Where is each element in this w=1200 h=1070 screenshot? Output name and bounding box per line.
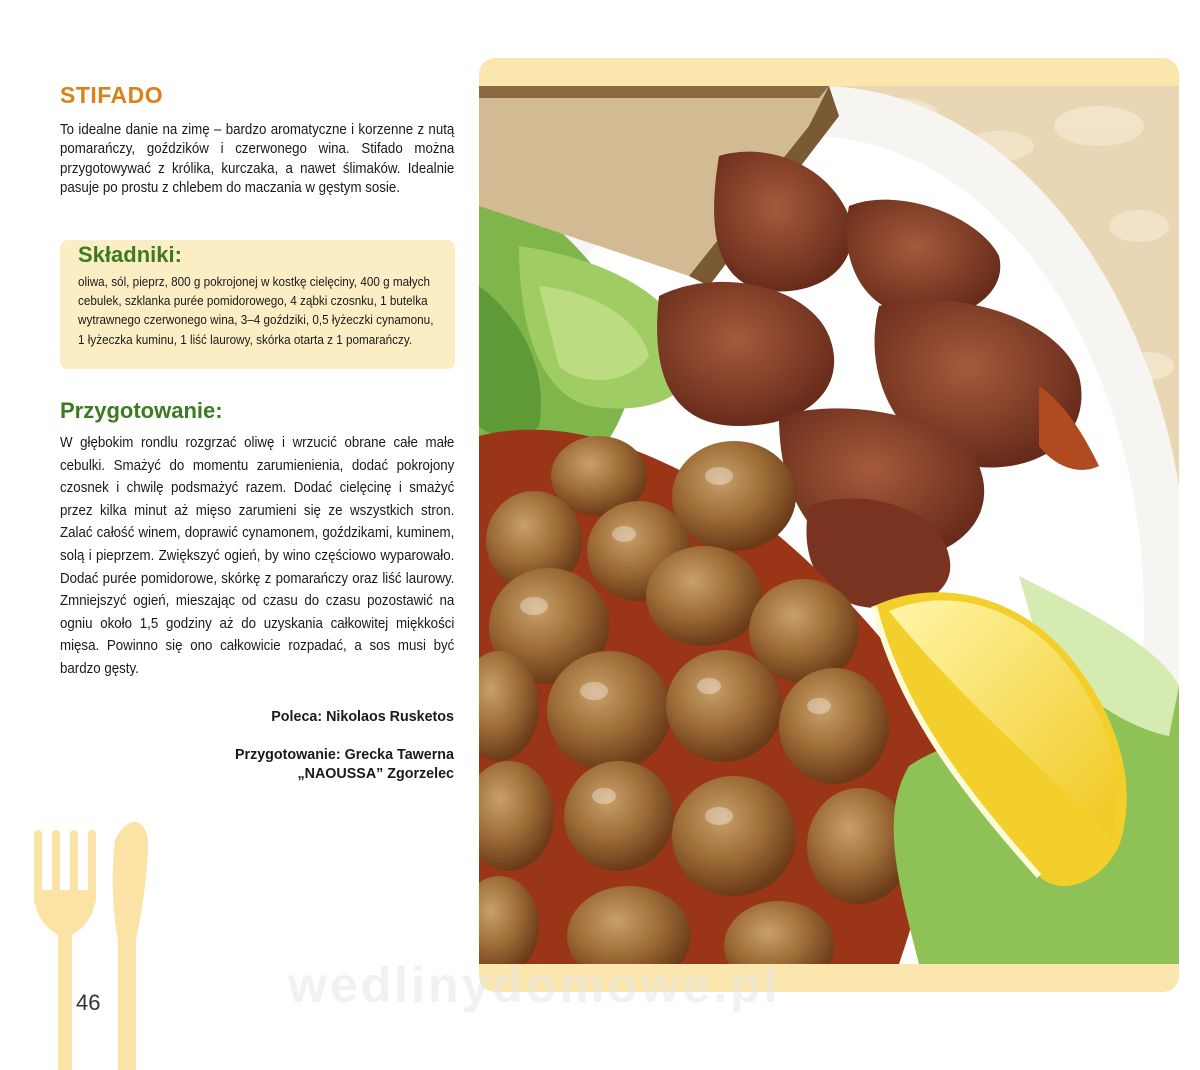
preparation-text: W głębokim rondlu rozgrzać oliwę i wrzucić obrane całe małe cebulki. Smażyć do momentu zarumienienia, dodać pokrojony czosnek i chwilę podsmażyć razem. Dodać cielęcinę i smażyć przez kilka minut aż mięso zarumieni się ze wszystkich stron. Zalać całość winem, doprawić cynamonem, goździkami, kuminem, solą i pieprzem. Zwiększyć ogień, by wino częściowo wyparowało. Dodać purée pomidorowe, skórkę z pomarańczy oraz liść laurowy. Zmniejszyć ogień, mieszając od czasu do czasu pozostawić na ogniu około 1,5 godziny aż do uzyskania całkowitej miękkości mięsa. Powinno się ono całkowicie rozpadać, a sos musi być bardzo gęsty. — [60, 435, 455, 677]
prepared-by — [235, 746, 454, 784]
preparation-heading: Przygotowanie: — [60, 398, 223, 423]
prepared-by-line1: Przygotowanie: Grecka Tawerna — [234, 747, 454, 763]
cutlery-icon — [30, 810, 150, 1070]
ingredients-box — [60, 240, 455, 369]
watermark: wedlinydomowe.pl — [288, 957, 781, 1013]
recipe-title: STIFADO — [60, 82, 164, 108]
ingredients-heading: Składniki: — [78, 242, 182, 267]
prepared-by-line2: „NAOUSSA” Zgorzelec — [297, 766, 454, 782]
food-photo — [479, 86, 1179, 964]
ingredients-list: oliwa, sól, pieprz, 800 g pokrojonej w kostkę cielęciny, 400 g małych cebulek, szklanka purée pomidorowego, 4 ząbki czosnku, 1 butelka wytrawnego czerwonego wina, 3–4 goździki, 0,5 łyżeczki cynamonu, 1 łyżeczka kuminu, 1 liść laurowy, skórka otarta z 1 pomarańczy. — [78, 275, 434, 347]
food-photo-icon — [479, 86, 1179, 964]
page-number: 46 — [76, 990, 101, 1015]
recommended-by: Poleca: Nikolaos Rusketos — [271, 709, 454, 725]
recipe-intro: To idealne danie na zimę – bardzo aromatyczne i korzenne z nutą pomarańczy, goździków i czerwonego wina. Stifado można przygotowywać z królika, kurczaka, a nawet ślimaków. Idealnie pasuje po prostu z chlebem do maczania w gęstym sosie. — [60, 122, 455, 196]
